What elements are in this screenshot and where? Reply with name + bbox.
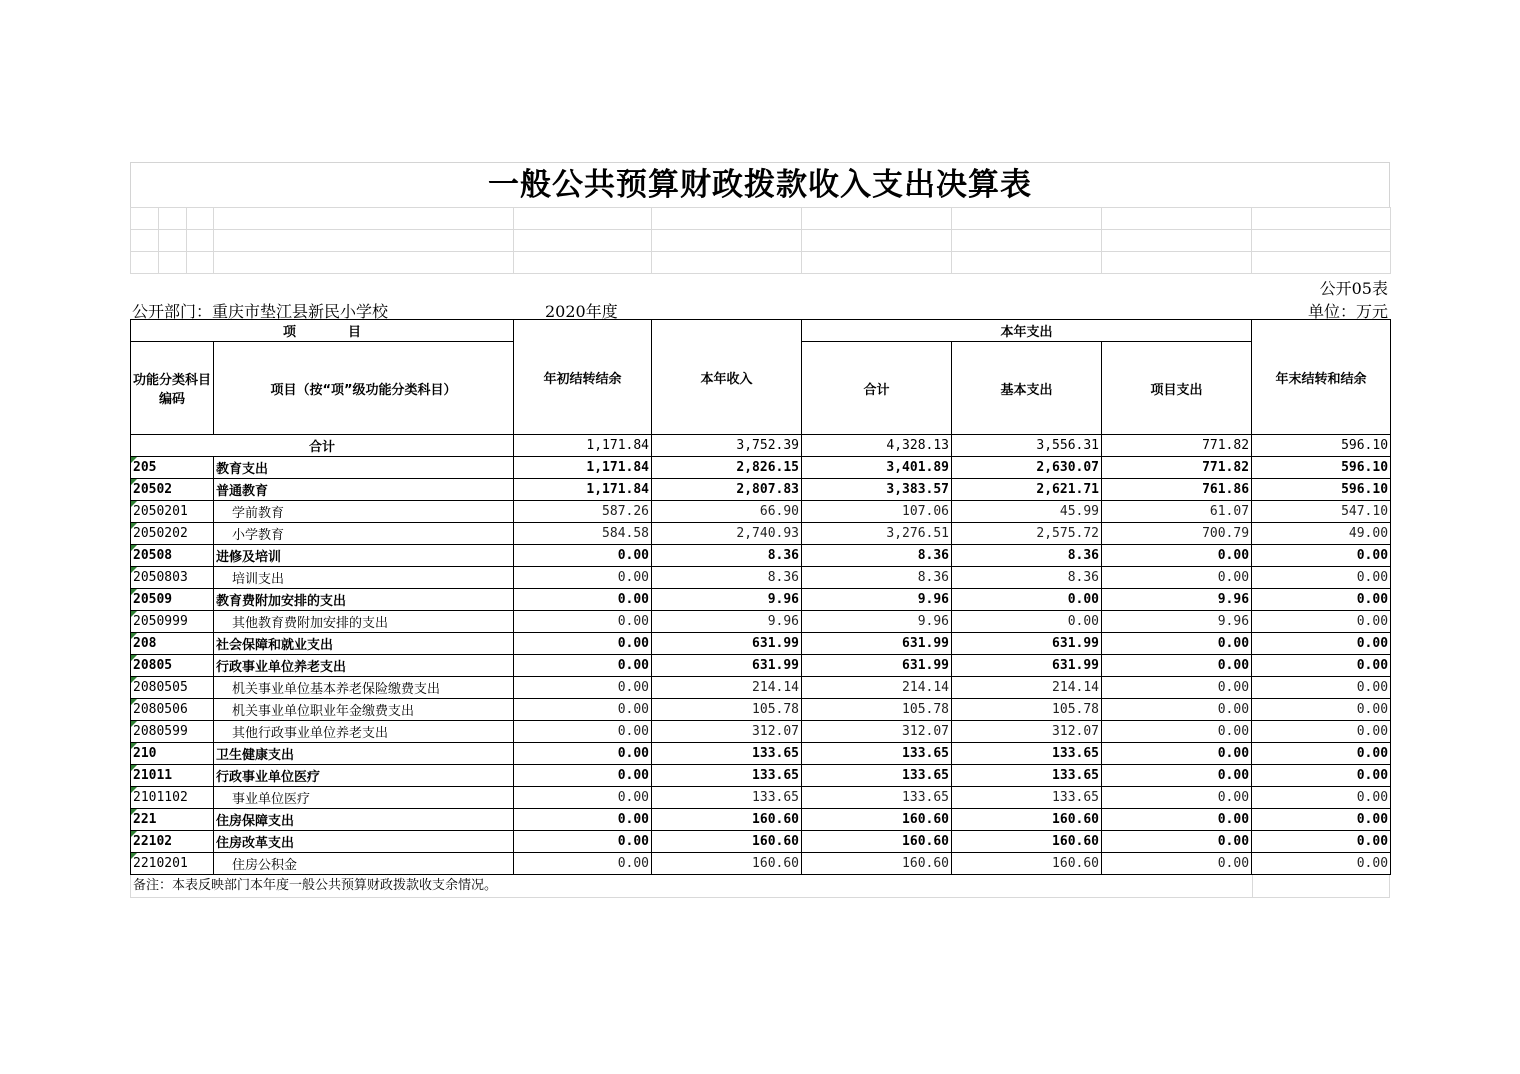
row-end: 49.00 [1252, 523, 1391, 545]
row-income: 9.96 [652, 589, 802, 611]
row-end: 0.00 [1252, 699, 1391, 721]
row-code: 221 [131, 809, 214, 831]
row-name: 其他行政事业单位养老支出 [214, 721, 514, 743]
row-code: 21011 [131, 765, 214, 787]
sheet-title: 一般公共预算财政拨款收入支出决算表 [130, 162, 1390, 207]
info-bar [130, 297, 1390, 319]
total-project: 771.82 [1102, 435, 1252, 457]
table-row [131, 743, 1391, 765]
table-row [131, 611, 1391, 633]
row-name: 机关事业单位基本养老保险缴费支出 [214, 677, 514, 699]
row-project: 0.00 [1102, 655, 1252, 677]
row-project: 0.00 [1102, 721, 1252, 743]
table-row [131, 523, 1391, 545]
row-total: 105.78 [802, 699, 952, 721]
row-name: 事业单位医疗 [214, 787, 514, 809]
row-begin: 587.26 [514, 501, 652, 523]
table-row [131, 677, 1391, 699]
table-row [131, 457, 1391, 479]
table-row [131, 567, 1391, 589]
row-end: 0.00 [1252, 567, 1391, 589]
row-end: 0.00 [1252, 831, 1391, 853]
table-row [131, 545, 1391, 567]
row-name: 普通教育 [214, 479, 514, 501]
row-code: 2050999 [131, 611, 214, 633]
row-income: 631.99 [652, 633, 802, 655]
row-income: 160.60 [652, 831, 802, 853]
row-name: 教育支出 [214, 457, 514, 479]
row-code: 2050202 [131, 523, 214, 545]
row-code: 22102 [131, 831, 214, 853]
table-row [131, 589, 1391, 611]
row-total: 9.96 [802, 611, 952, 633]
table-row [131, 479, 1391, 501]
row-basic: 312.07 [952, 721, 1102, 743]
row-code: 2101102 [131, 787, 214, 809]
row-income: 160.60 [652, 853, 802, 875]
row-end: 0.00 [1252, 655, 1391, 677]
table-row [131, 633, 1391, 655]
row-name: 进修及培训 [214, 545, 514, 567]
row-name: 小学教育 [214, 523, 514, 545]
row-begin: 0.00 [514, 677, 652, 699]
row-project: 0.00 [1102, 743, 1252, 765]
row-basic: 0.00 [952, 611, 1102, 633]
row-begin: 0.00 [514, 611, 652, 633]
department: 公开部门：重庆市垫江县新民小学校 [132, 302, 389, 321]
fiscal-year: 2020年度 [545, 302, 618, 321]
row-end: 0.00 [1252, 853, 1391, 875]
header-code: 功能分类科目编码 [131, 342, 214, 435]
row-name: 其他教育费附加安排的支出 [214, 611, 514, 633]
row-income: 8.36 [652, 545, 802, 567]
row-total: 312.07 [802, 721, 952, 743]
row-total: 9.96 [802, 589, 952, 611]
row-begin: 1,171.84 [514, 479, 652, 501]
row-project: 9.96 [1102, 589, 1252, 611]
row-total: 133.65 [802, 787, 952, 809]
row-project: 0.00 [1102, 765, 1252, 787]
row-name: 行政事业单位养老支出 [214, 655, 514, 677]
row-code: 2080506 [131, 699, 214, 721]
row-project: 0.00 [1102, 787, 1252, 809]
table-row [131, 699, 1391, 721]
total-begin: 1,171.84 [514, 435, 652, 457]
row-basic: 2,630.07 [952, 457, 1102, 479]
row-project: 0.00 [1102, 831, 1252, 853]
row-code: 2210201 [131, 853, 214, 875]
row-name: 住房改革支出 [214, 831, 514, 853]
row-income: 66.90 [652, 501, 802, 523]
footnote-divider [1252, 875, 1253, 897]
table-row [131, 831, 1391, 853]
row-end: 0.00 [1252, 787, 1391, 809]
row-end: 0.00 [1252, 611, 1391, 633]
row-begin: 0.00 [514, 831, 652, 853]
row-end: 596.10 [1252, 479, 1391, 501]
row-end: 0.00 [1252, 589, 1391, 611]
row-total: 133.65 [802, 743, 952, 765]
row-name: 培训支出 [214, 567, 514, 589]
header-begin: 年初结转结余 [514, 320, 652, 435]
unit-label: 单位：万元 [1307, 302, 1388, 321]
row-basic: 160.60 [952, 809, 1102, 831]
row-basic: 133.65 [952, 743, 1102, 765]
row-income: 133.65 [652, 743, 802, 765]
footnote [130, 875, 1390, 898]
row-income: 2,807.83 [652, 479, 802, 501]
header-project: 项目支出 [1102, 342, 1252, 435]
row-code: 2080599 [131, 721, 214, 743]
row-code: 20508 [131, 545, 214, 567]
row-project: 9.96 [1102, 611, 1252, 633]
row-project: 0.00 [1102, 567, 1252, 589]
header-item: 项 目 [131, 320, 514, 342]
row-project: 0.00 [1102, 633, 1252, 655]
row-name: 社会保障和就业支出 [214, 633, 514, 655]
row-basic: 8.36 [952, 545, 1102, 567]
row-name: 机关事业单位职业年金缴费支出 [214, 699, 514, 721]
row-project: 61.07 [1102, 501, 1252, 523]
row-income: 2,740.93 [652, 523, 802, 545]
table-row [131, 809, 1391, 831]
row-code: 20509 [131, 589, 214, 611]
row-end: 596.10 [1252, 457, 1391, 479]
row-begin: 0.00 [514, 853, 652, 875]
row-begin: 0.00 [514, 809, 652, 831]
row-total: 631.99 [802, 655, 952, 677]
row-project: 0.00 [1102, 545, 1252, 567]
row-income: 312.07 [652, 721, 802, 743]
row-total: 160.60 [802, 809, 952, 831]
row-begin: 0.00 [514, 567, 652, 589]
row-begin: 0.00 [514, 633, 652, 655]
row-income: 160.60 [652, 809, 802, 831]
row-begin: 1,171.84 [514, 457, 652, 479]
row-basic: 0.00 [952, 589, 1102, 611]
form-number: 公开05表 [1319, 279, 1388, 298]
row-project: 700.79 [1102, 523, 1252, 545]
row-income: 8.36 [652, 567, 802, 589]
form-number-row [130, 274, 1390, 297]
blank-grid [130, 207, 1391, 274]
row-income: 2,826.15 [652, 457, 802, 479]
row-project: 0.00 [1102, 677, 1252, 699]
row-end: 0.00 [1252, 721, 1391, 743]
row-basic: 2,575.72 [952, 523, 1102, 545]
row-code: 208 [131, 633, 214, 655]
total-total: 4,328.13 [802, 435, 952, 457]
row-begin: 0.00 [514, 765, 652, 787]
row-income: 133.65 [652, 787, 802, 809]
table-row [131, 853, 1391, 875]
row-end: 0.00 [1252, 765, 1391, 787]
row-basic: 133.65 [952, 787, 1102, 809]
row-begin: 0.00 [514, 655, 652, 677]
row-income: 214.14 [652, 677, 802, 699]
row-basic: 45.99 [952, 501, 1102, 523]
row-end: 0.00 [1252, 743, 1391, 765]
table-row [131, 655, 1391, 677]
row-total: 8.36 [802, 567, 952, 589]
row-end: 0.00 [1252, 633, 1391, 655]
row-total: 3,383.57 [802, 479, 952, 501]
header-expense-group: 本年支出 [802, 320, 1252, 342]
table-row [131, 501, 1391, 523]
row-code: 2080505 [131, 677, 214, 699]
total-label: 合计 [131, 435, 514, 457]
header-income: 本年收入 [652, 320, 802, 435]
row-begin: 0.00 [514, 787, 652, 809]
row-basic: 2,621.71 [952, 479, 1102, 501]
row-basic: 160.60 [952, 831, 1102, 853]
row-code: 20805 [131, 655, 214, 677]
row-begin: 584.58 [514, 523, 652, 545]
total-row [131, 435, 1391, 457]
total-income: 3,752.39 [652, 435, 802, 457]
header-end: 年末结转和结余 [1252, 320, 1391, 435]
row-income: 631.99 [652, 655, 802, 677]
row-end: 0.00 [1252, 809, 1391, 831]
row-begin: 0.00 [514, 743, 652, 765]
table-row [131, 721, 1391, 743]
row-code: 2050803 [131, 567, 214, 589]
row-name: 卫生健康支出 [214, 743, 514, 765]
row-name: 住房保障支出 [214, 809, 514, 831]
row-project: 0.00 [1102, 853, 1252, 875]
row-total: 8.36 [802, 545, 952, 567]
row-total: 631.99 [802, 633, 952, 655]
row-basic: 631.99 [952, 655, 1102, 677]
row-total: 3,276.51 [802, 523, 952, 545]
row-basic: 105.78 [952, 699, 1102, 721]
header-basic: 基本支出 [952, 342, 1102, 435]
row-income: 105.78 [652, 699, 802, 721]
row-basic: 133.65 [952, 765, 1102, 787]
row-end: 547.10 [1252, 501, 1391, 523]
header-total: 合计 [802, 342, 952, 435]
row-name: 学前教育 [214, 501, 514, 523]
row-begin: 0.00 [514, 721, 652, 743]
row-basic: 8.36 [952, 567, 1102, 589]
row-end: 0.00 [1252, 677, 1391, 699]
row-project: 0.00 [1102, 699, 1252, 721]
row-income: 9.96 [652, 611, 802, 633]
budget-table [130, 319, 1391, 875]
row-code: 2050201 [131, 501, 214, 523]
total-basic: 3,556.31 [952, 435, 1102, 457]
row-code: 20502 [131, 479, 214, 501]
row-name: 住房公积金 [214, 853, 514, 875]
row-basic: 160.60 [952, 853, 1102, 875]
row-begin: 0.00 [514, 699, 652, 721]
data-rows [131, 457, 1391, 875]
budget-sheet [130, 162, 1390, 898]
total-end: 596.10 [1252, 435, 1391, 457]
row-code: 210 [131, 743, 214, 765]
row-total: 160.60 [802, 853, 952, 875]
footnote-text: 备注：本表反映部门本年度一般公共预算财政拨款收支余情况。 [133, 878, 498, 893]
row-code: 205 [131, 457, 214, 479]
row-begin: 0.00 [514, 545, 652, 567]
row-project: 771.82 [1102, 457, 1252, 479]
row-income: 133.65 [652, 765, 802, 787]
header-row-1 [131, 320, 1391, 342]
row-total: 214.14 [802, 677, 952, 699]
row-end: 0.00 [1252, 545, 1391, 567]
row-begin: 0.00 [514, 589, 652, 611]
row-basic: 214.14 [952, 677, 1102, 699]
row-total: 3,401.89 [802, 457, 952, 479]
table-row [131, 765, 1391, 787]
row-total: 160.60 [802, 831, 952, 853]
row-total: 107.06 [802, 501, 952, 523]
row-name: 行政事业单位医疗 [214, 765, 514, 787]
row-name: 教育费附加安排的支出 [214, 589, 514, 611]
table-row [131, 787, 1391, 809]
header-name: 项目（按“项”级功能分类科目） [214, 342, 514, 435]
row-basic: 631.99 [952, 633, 1102, 655]
row-project: 761.86 [1102, 479, 1252, 501]
row-total: 133.65 [802, 765, 952, 787]
row-project: 0.00 [1102, 809, 1252, 831]
